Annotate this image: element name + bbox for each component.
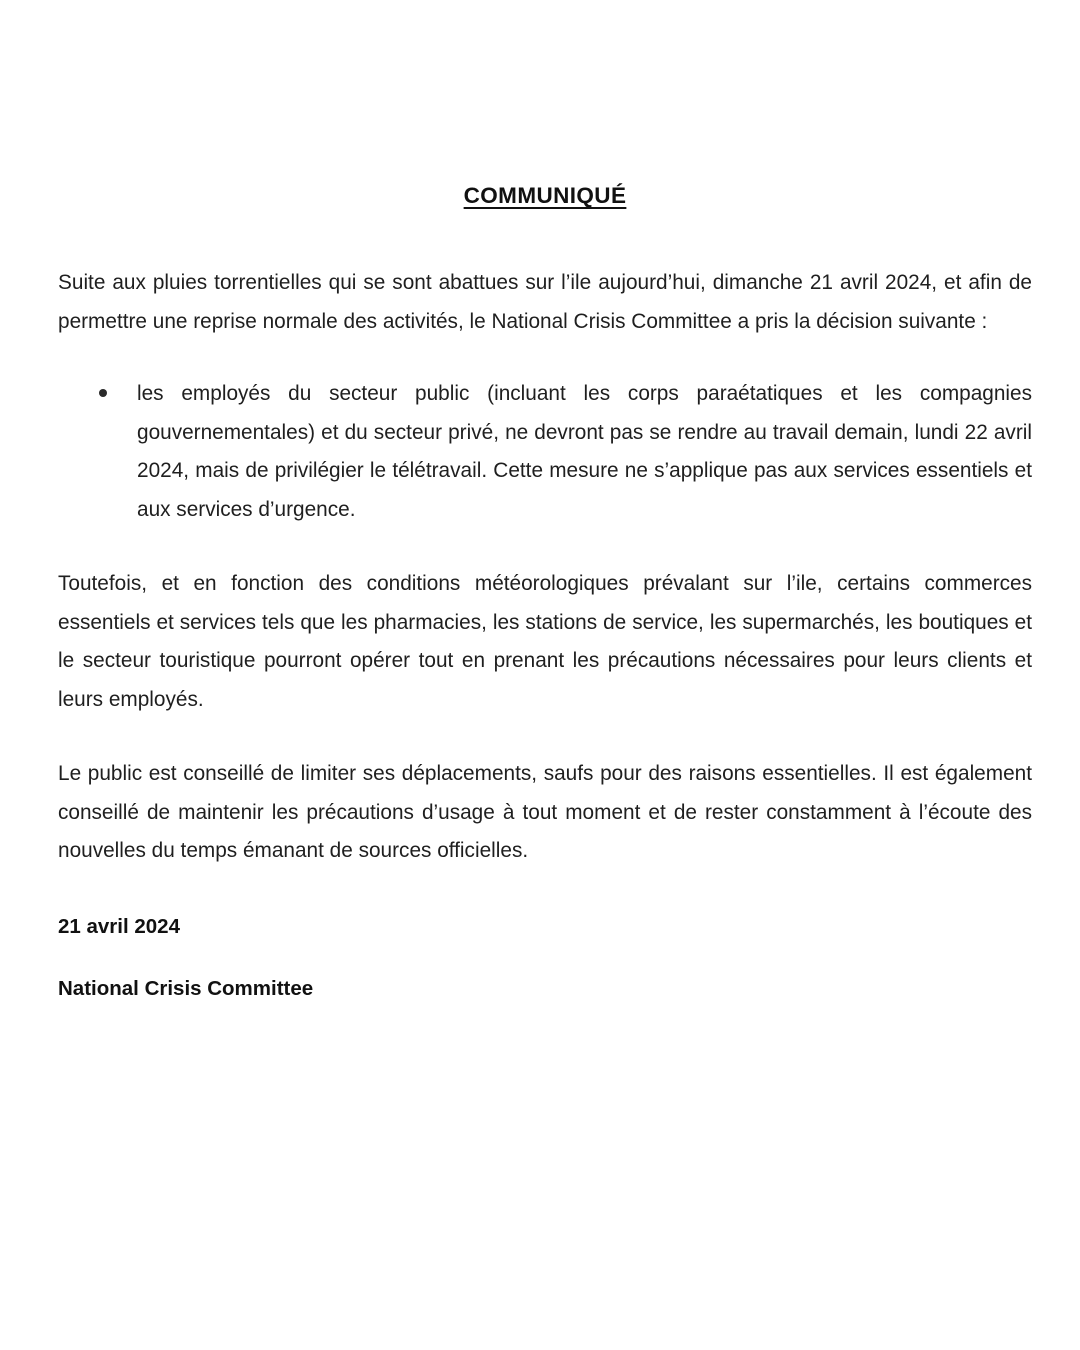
bullet-point-icon [99,375,109,414]
list-item-label: les employés du secteur public (incluant les corps paraétatiques et les compagnies gouvernementales) et du secteur privé, ne devront pas se rendre au travail demain, lundi 22 avril 2024, mais de privilégier le télétravail. Cette mesure ne s’applique pas aux services essentiels et aux services d’urgence. [137,382,1032,521]
list-item [58,375,1032,529]
document-content [58,0,1032,1005]
document-title-container [58,0,1032,224]
signature-date: 21 avril 2024 [58,914,180,938]
signature-organization: National Crisis Committee [58,976,314,1000]
measures-list [58,375,1032,529]
paragraph-public-advice: Le public est conseillé de limiter ses déplacements, saufs pour des raisons essentielles. Il est également conseillé de maintenir les précautions d’usage à tout moment et de rester constamment à l’écoute des nouvelles du temps émanant de sources officielles. [58,762,1032,863]
paragraph-exceptions: Toutefois, et en fonction des conditions météorologiques prévalant sur l’ile, certains commerces essentiels et services tels que les pharmacies, les stations de service, les supermarchés, les boutiques et le secteur touristique pourront opérer tout en prenant les précautions nécessaires pour leurs clients et leurs employés. [58,572,1032,711]
paragraph-intro: Suite aux pluies torrentielles qui se sont abattues sur l’ile aujourd’hui, dimanche 21 avril 2024, et afin de permettre une reprise normale des activités, le National Crisis Committee a pris la décision suivante : [58,271,1032,333]
page-title: COMMUNIQUÉ [463,183,627,209]
signature-block [58,911,1032,1005]
